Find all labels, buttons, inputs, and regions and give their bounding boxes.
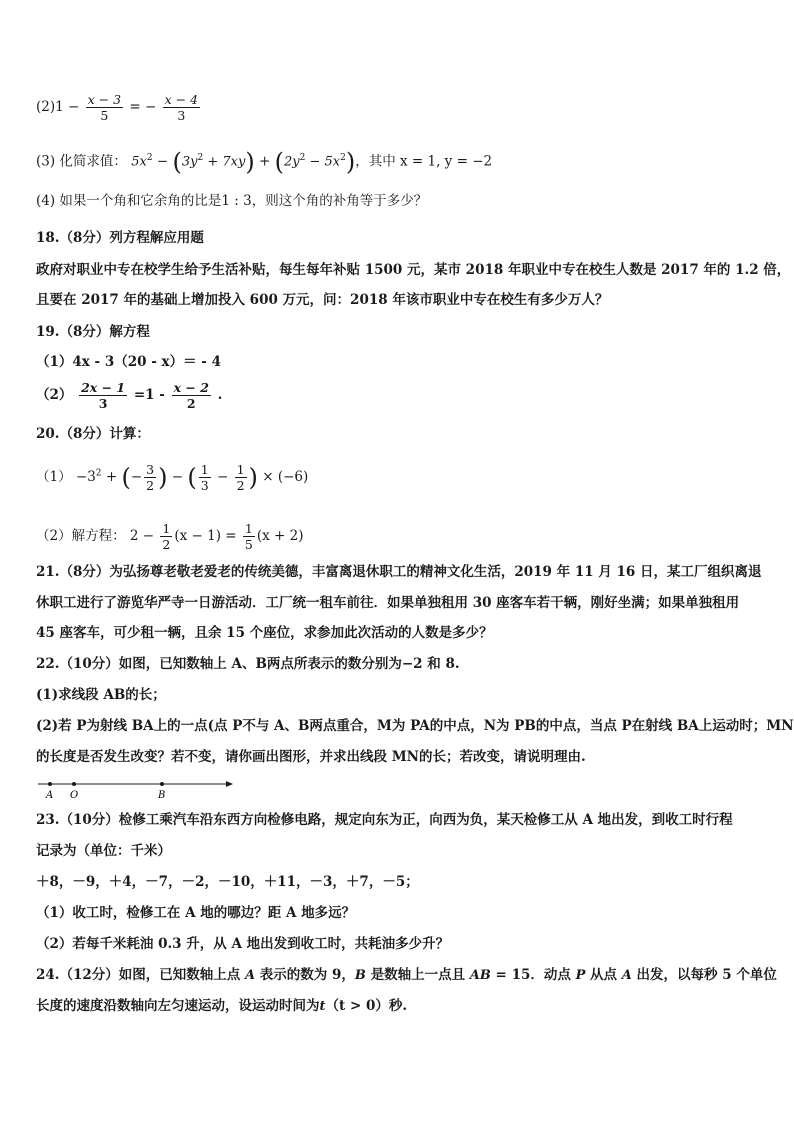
point-o-label: O bbox=[70, 790, 79, 801]
point-a-label: A bbox=[46, 790, 54, 801]
q23-record: ＋8，－9，＋4，－7，－2，－10，＋11，－3，＋7，－5； bbox=[36, 874, 419, 890]
q20-part2: （2）解方程： 2 − $\frac{1}{2}$ (x − 1) = $\frac{1}{5}$ (x + 2) bbox=[36, 521, 304, 552]
q23-part1: （1）收工时，检修工在 A 地的哪边？距 A 地多远？ bbox=[36, 905, 356, 921]
q24-line2: 长度的速度沿数轴向左匀速运动，设运动时间为t（t > 0）秒. bbox=[36, 998, 408, 1014]
q22-part1: (1)求线段 AB的长； bbox=[36, 687, 166, 703]
point-o-dot bbox=[72, 782, 76, 786]
q23-line2: 记录为（单位：千米） bbox=[36, 843, 171, 859]
q21-line2: 休职工进行了游览华严寺一日游活动．工厂统一租车前往．如果单独租用 30 座客车若干辆，刚好坐满；如果单独租用 bbox=[36, 595, 740, 611]
fraction: $\frac{3}{2}$ bbox=[146, 462, 155, 493]
fraction: $\frac{1}{2}$ bbox=[162, 521, 171, 552]
fraction: $\frac{x - 4}{3}$ bbox=[164, 92, 199, 123]
fraction: $\frac{1}{5}$ bbox=[244, 521, 253, 552]
q17-part4: (4) 如果一个角和它余角的比是1 : 3，则这个角的补角等于多少？ bbox=[36, 193, 428, 209]
number-line-arrow bbox=[226, 781, 233, 787]
q24-line1: 24.（12分）如图，已知数轴上点 A 表示的数为 9，B 是数轴上一点且 AB = 15．动点 P 从点 A 出发，以每秒 5 个单位 bbox=[36, 967, 777, 983]
q23-line1: 23.（10分）检修工乘汽车沿东西方向检修电路，规定向东为正，向西为负，某天检修工从 A 地出发，到收工时行程 bbox=[36, 812, 733, 828]
q20-title: 20.（8分）计算： bbox=[36, 426, 150, 442]
q18-title: 18.（8分）列方程解应用题 bbox=[36, 230, 204, 246]
fraction: $\frac{2x - 1}{3}$ bbox=[81, 380, 126, 411]
number-line-figure bbox=[36, 776, 236, 802]
q22-part2-line1: (2)若 P为射线 BA上的一点(点 P不与 A、B两点重合，M为 PA的中点，N为 PB的中点，当点 P在射线 BA上运动时；MN bbox=[36, 718, 794, 734]
q19-title: 19.（8分）解方程 bbox=[36, 324, 150, 340]
point-a-dot bbox=[48, 782, 52, 786]
q22-line1: 22.（10分）如图，已知数轴上 A、B两点所表示的数分别为−2 和 8. bbox=[36, 656, 460, 672]
point-b-dot bbox=[160, 782, 164, 786]
q21-line1: 21.（8分）为弘扬尊老敬老爱老的传统美德，丰富离退休职工的精神文化生活，2019 年 11 月 16 日，某工厂组织离退 bbox=[36, 564, 762, 580]
point-b-label: B bbox=[158, 790, 166, 801]
q19-part1: （1）4x - 3（20 - x）＝ - 4 bbox=[36, 354, 221, 370]
q17-part2: (2)1 − $\frac{x - 3}{5}$ = − $\frac{x - 4}{3}$ bbox=[36, 92, 199, 123]
fraction: $\frac{x - 2}{2}$ bbox=[173, 380, 209, 411]
q18-line2: 且要在 2017 年的基础上增加投入 600 万元，问：2018 年该市职业中专在校生有多少万人？ bbox=[36, 292, 609, 308]
q23-part2: （2）若每千米耗油 0.3 升，从 A 地出发到收工时，共耗油多少升？ bbox=[36, 936, 450, 952]
q19-part2: （2） $\frac{2x - 1}{3}$ =1 - $\frac{x - 2}{2}$ . bbox=[36, 380, 223, 411]
fraction: $\frac{1}{3}$ bbox=[200, 462, 209, 493]
q17-part3: (3) 化简求值： $5x^2 - (3y^2 + 7xy) + (2y^2 - 5x^2)$，其中 x = 1, y = −2 bbox=[36, 148, 493, 176]
q18-line1: 政府对职业中专在校学生给予生活补贴，每生每年补贴 1500 元，某市 2018 年职业中专在校生人数是 2017 年的 1.2 倍， bbox=[36, 262, 791, 278]
q21-line3: 45 座客车，可少租一辆，且余 15 个座位，求参加此次活动的人数是多少？ bbox=[36, 625, 493, 641]
fraction: $\frac{1}{2}$ bbox=[236, 462, 245, 493]
q20-part1: $(1) -3^2$ + (− $\frac{3}{2}$ ) − ( $\frac{1}{3}$ − $\frac{1}{2}$ ) × (−6) bbox=[36, 462, 309, 493]
q22-part2-line2: 的长度是否发生改变？若不变，请你画出图形，并求出线段 MN的长；若改变，请说明理由. bbox=[36, 749, 586, 765]
fraction: $\frac{x - 3}{5}$ bbox=[87, 92, 122, 123]
